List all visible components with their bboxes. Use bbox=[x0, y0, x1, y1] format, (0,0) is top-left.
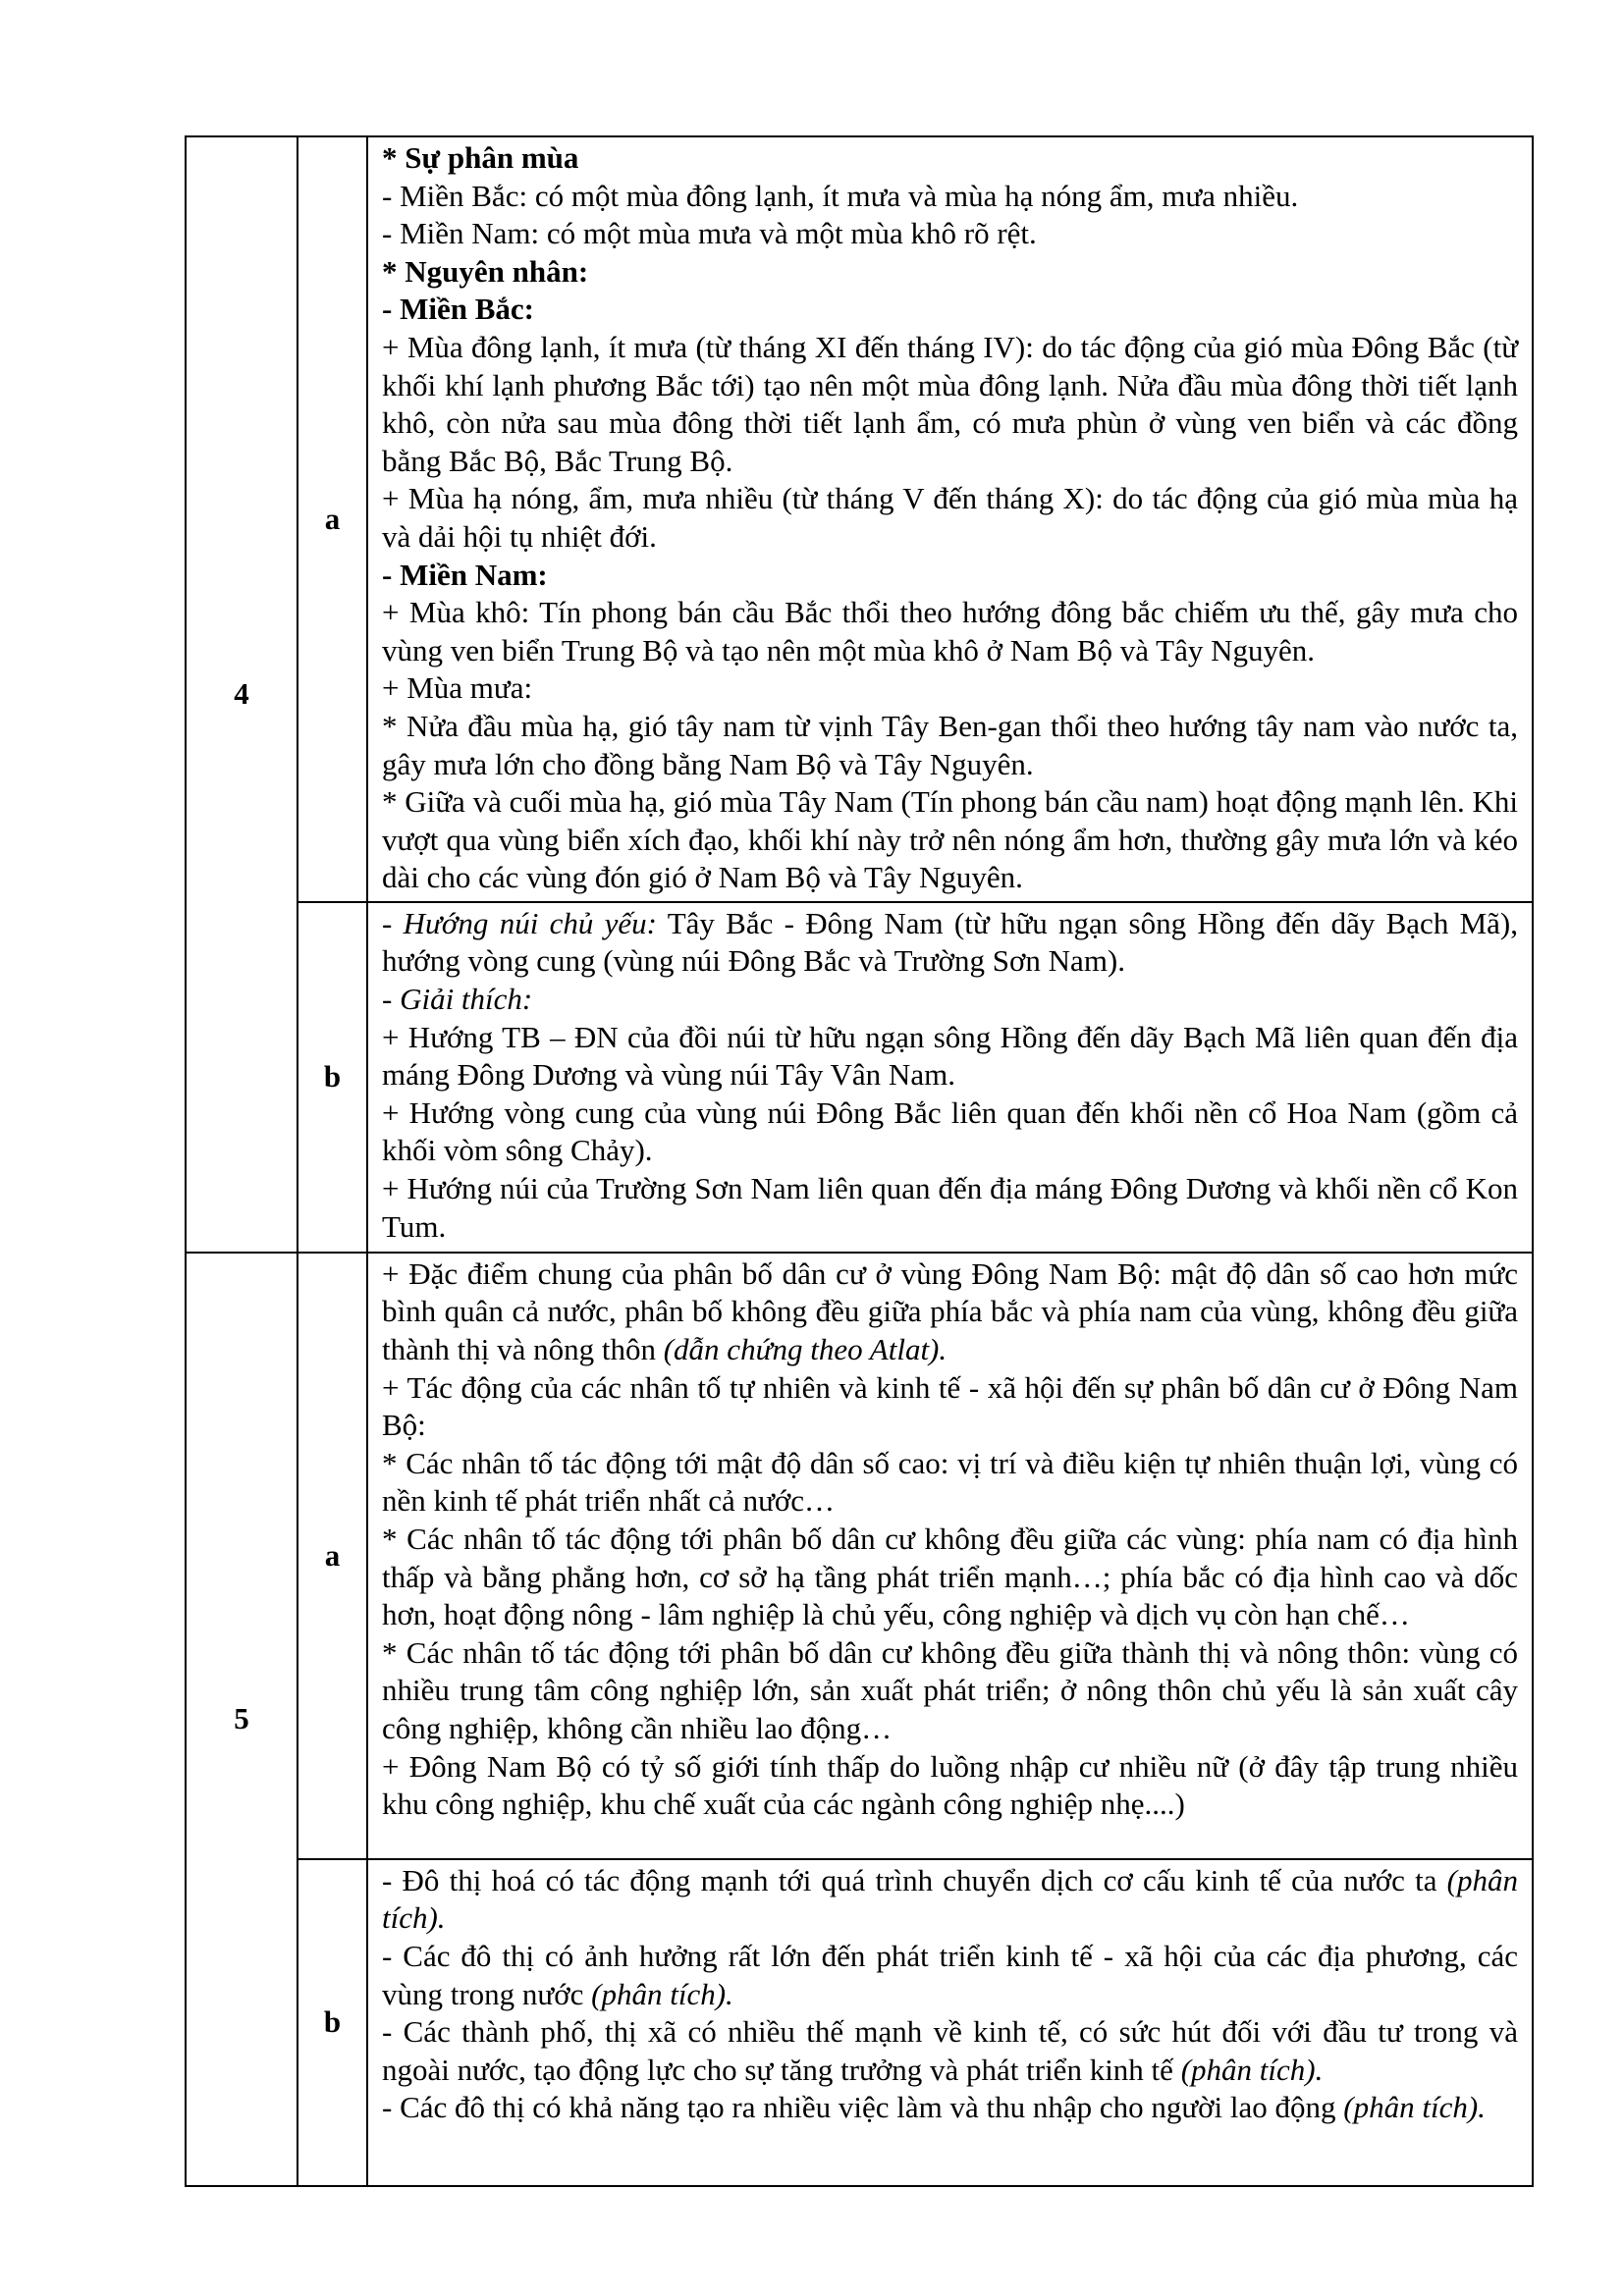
italic-note: (phân tích). bbox=[591, 1976, 733, 2011]
italic-note: (phân tích). bbox=[1343, 2090, 1486, 2125]
paragraph: * Các nhân tố tác động tới mật độ dân số cao: vị trí và điều kiện tự nhiên thuận lợi, vùng có nền kinh tế phát triển nhất cả nước… bbox=[382, 1445, 1518, 1519]
paragraph: + Hướng núi của Trường Sơn Nam liên quan đến địa máng Đông Dương và khối nền cổ Kon Tum. bbox=[382, 1171, 1518, 1244]
italic-note: (phân tích). bbox=[382, 1862, 1518, 1936]
paragraph-text: - Đô thị hoá có tác động mạnh tới quá trình chuyển dịch cơ cấu kinh tế của nước ta bbox=[382, 1862, 1447, 1897]
question-number-5: 5 bbox=[186, 1253, 298, 2186]
paragraph: * Các nhân tố tác động tới phân bố dân cư không đều giữa thành thị và nông thôn: vùng có nhiều trung tâm công nghiệp lớn, sản xuất phát triển; ở nông thôn chủ yếu là sản xuất cây công nghiệp, không cần nhiều lao động… bbox=[382, 1634, 1518, 1745]
part-label-4b: b bbox=[298, 902, 367, 1253]
paragraph: * Các nhân tố tác động tới phân bố dân cư không đều giữa các vùng: phía nam có địa hình thấp và bằng phẳng hơn, cơ sở hạ tầng phát triển mạnh…; phía bắc có địa hình cao và dốc hơn, hoạt động nông - lâm nghiệp là chủ yếu, công nghiệp và dịch vụ còn hạn chế… bbox=[382, 1522, 1518, 1632]
heading-mien-nam: - Miền Nam: bbox=[382, 557, 548, 592]
question-number-4: 4 bbox=[186, 136, 298, 1253]
answer-5a bbox=[367, 1253, 1533, 1859]
paragraph-text: - Các đô thị có khả năng tạo ra nhiều việc làm và thu nhập cho người lao động bbox=[382, 2090, 1344, 2125]
answer-4b bbox=[367, 902, 1533, 1253]
part-label-5a: a bbox=[298, 1253, 367, 1859]
paragraph: + Mùa hạ nóng, ẩm, mưa nhiều (từ tháng V đến tháng X): do tác động của gió mùa mùa hạ và dải hội tụ nhiệt đới. bbox=[382, 481, 1518, 554]
paragraph bbox=[382, 1255, 1518, 1369]
paragraph-text: Tây Bắc - Đông Nam (từ hữu ngạn sông Hồng đến dãy Bạch Mã), hướng vòng cung (vùng núi Đông Bắc và Trường Sơn Nam). bbox=[382, 905, 1518, 979]
paragraph: + Mùa mưa: bbox=[382, 670, 533, 706]
paragraph: - Miền Nam: có một mùa mưa và một mùa khô rõ rệt. bbox=[382, 216, 1037, 251]
paragraph bbox=[382, 2013, 1518, 2089]
table-row bbox=[186, 1253, 1533, 1859]
table-row bbox=[186, 902, 1533, 1253]
paragraph: + Hướng vòng cung của vùng núi Đông Bắc liên quan đến khối nền cổ Hoa Nam (gồm cả khối vòm sông Chảy). bbox=[382, 1095, 1518, 1168]
paragraph-text: + Đặc điểm chung của phân bố dân cư ở vùng Đông Nam Bộ: mật độ dân số cao hơn mức bình quân cả nước, phân bố không đều giữa phía bắc và phía nam của vùng, không đều giữa thành thị và nông thôn bbox=[382, 1255, 1518, 1367]
part-label-5b: b bbox=[298, 1859, 367, 2186]
paragraph bbox=[382, 905, 1518, 981]
paragraph bbox=[382, 1862, 1518, 1938]
answer-4a bbox=[367, 136, 1533, 902]
paragraph: + Tác động của các nhân tố tự nhiên và kinh tế - xã hội đến sự phân bố dân cư ở Đông Nam Bộ: bbox=[382, 1369, 1518, 1443]
paragraph-text: - Các đô thị có ảnh hưởng rất lớn đến phát triển kinh tế - xã hội của các địa phương, các vùng trong nước bbox=[382, 1939, 1518, 2011]
paragraph: + Mùa khô: Tín phong bán cầu Bắc thổi theo hướng đông bắc chiếm ưu thế, gây mưa cho vùng ven biển Trung Bộ và tạo nên một mùa khô ở Nam Bộ và Tây Nguyên. bbox=[382, 595, 1518, 667]
paragraph: + Đông Nam Bộ có tỷ số giới tính thấp do luồng nhập cư nhiều nữ (ở đây tập trung nhiều khu công nghiệp, khu chế xuất của các ngành công nghiệp nhẹ....) bbox=[382, 1748, 1518, 1822]
paragraph-text: - Các thành phố, thị xã có nhiều thế mạnh về kinh tế, có sức hút đối với đầu tư trong và ngoài nước, tạo động lực cho sự tăng trưởng và phát triển kinh tế bbox=[382, 2014, 1518, 2087]
paragraph: + Hướng TB – ĐN của đồi núi từ hữu ngạn sông Hồng đến dãy Bạch Mã liên quan đến địa máng Đông Dương và vùng núi Tây Vân Nam. bbox=[382, 1019, 1518, 1093]
italic-note: (phân tích). bbox=[1180, 2052, 1324, 2087]
paragraph bbox=[382, 2089, 1518, 2127]
paragraph: - Miền Bắc: có một mùa đông lạnh, ít mưa và mùa hạ nóng ẩm, mưa nhiều. bbox=[382, 178, 1299, 213]
paragraph bbox=[382, 1938, 1518, 2013]
table-row bbox=[186, 136, 1533, 902]
italic-lead: - Giải thích: bbox=[382, 982, 533, 1017]
answer-5b bbox=[367, 1859, 1533, 2186]
table-row bbox=[186, 1859, 1533, 2186]
answer-table bbox=[185, 135, 1534, 2187]
italic-lead: - Hướng núi chủ yếu: bbox=[382, 905, 657, 940]
italic-note: (dẫn chứng theo Atlat). bbox=[663, 1332, 947, 1367]
heading-nguyen-nhan: * Nguyên nhân: bbox=[382, 253, 589, 289]
heading-mien-bac: - Miền Bắc: bbox=[382, 292, 534, 327]
part-label-4a: a bbox=[298, 136, 367, 902]
heading-phan-mua: * Sự phân mùa bbox=[382, 140, 579, 175]
paragraph: + Mùa đông lạnh, ít mưa (từ tháng XI đến tháng IV): do tác động của gió mùa Đông Bắc (từ khối khí lạnh phương Bắc tới) tạo nên một mùa đông lạnh. Nửa đầu mùa đông thời tiết lạnh khô, còn nửa sau mùa đông thời tiết lạnh ẩm, có mưa phùn ở vùng ven biển và các đồng bằng Bắc Bộ, Bắc Trung Bộ. bbox=[382, 329, 1518, 478]
paragraph: * Nửa đầu mùa hạ, gió tây nam từ vịnh Tây Ben-gan thổi theo hướng tây nam vào nước ta, gây mưa lớn cho đồng bằng Nam Bộ và Tây Nguyên. bbox=[382, 708, 1518, 781]
paragraph: * Giữa và cuối mùa hạ, gió mùa Tây Nam (Tín phong bán cầu nam) hoạt động mạnh lên. Khi vượt qua vùng biển xích đạo, khối khí này trở nên nóng ẩm hơn, thường gây mưa lớn và kéo dài cho các vùng đón gió ở Nam Bộ và Tây Nguyên. bbox=[382, 784, 1518, 895]
